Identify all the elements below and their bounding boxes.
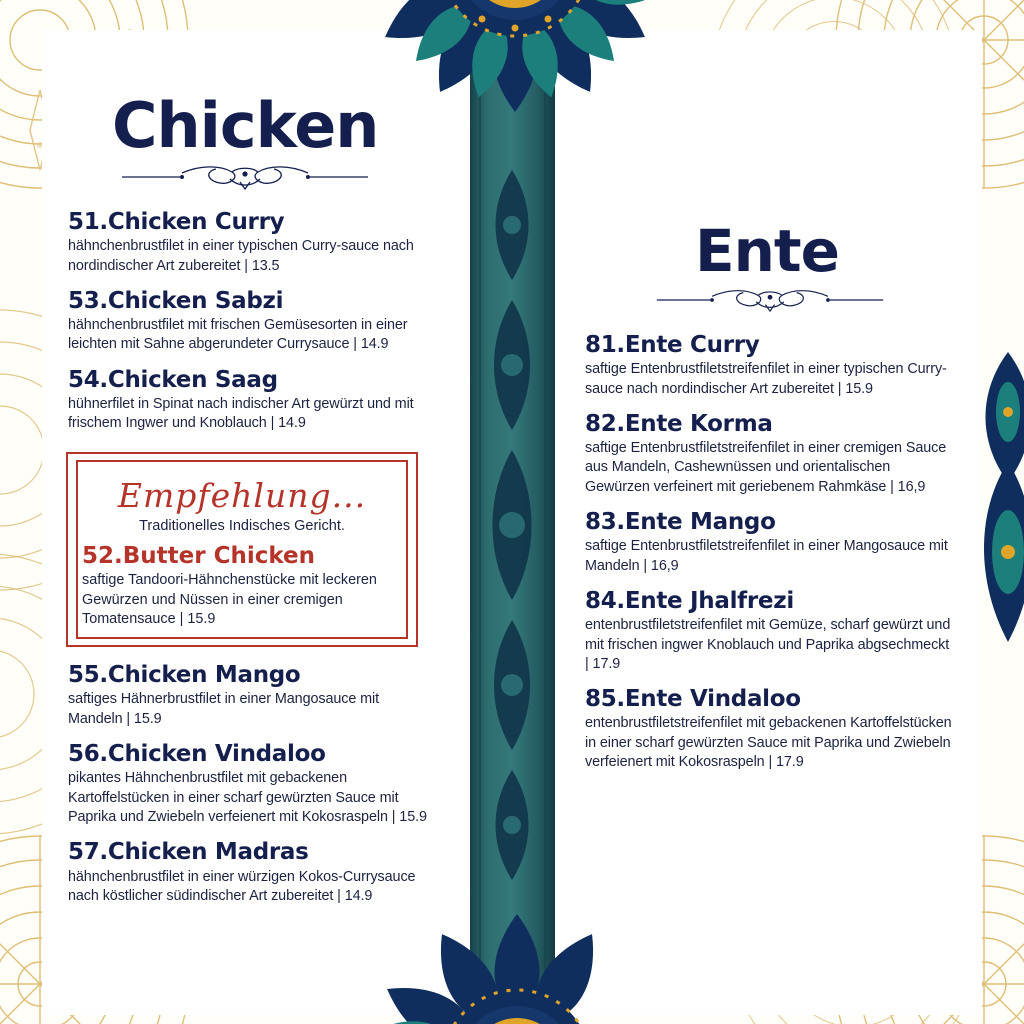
side-ornament-right [978, 352, 1024, 672]
menu-item-name: Ente Mango [624, 509, 776, 536]
menu-item-description: entenbrustfiletstreifenfilet mit Gemüze, scharf gewürzt und mit frischen ingwer Knoblauch und Paprika abgsechmeckt | 17.9 [585, 617, 951, 672]
recommendation-script-label: Empfehlung... [117, 475, 367, 515]
menu-item-number: 83. [585, 509, 625, 536]
page-title-ente: Ente [695, 217, 839, 285]
menu-item-title [68, 289, 428, 314]
menu-item [585, 589, 955, 674]
menu-item-number: 51. [68, 209, 108, 235]
menu-item-name: Chicken Madras [107, 839, 309, 866]
menu-item-title [585, 412, 955, 437]
menu-item [585, 333, 955, 399]
frame-line [76, 637, 408, 639]
frame-line [76, 460, 408, 462]
menu-item [585, 510, 955, 576]
recommended-item-description: saftige Tandoori-Hähnchenstücke mit leckeren Gewürzen und Nüssen in einer cremigen Tomatensauce | 15.9 [82, 572, 377, 627]
menu-item-name: Ente Jhalfrezi [624, 587, 794, 614]
frame-line [66, 645, 418, 647]
menu-item [585, 412, 955, 497]
chicken-column [68, 89, 428, 919]
menu-item-description: saftiges Hähnerbrustfilet in einer Mangosauce mit Mandeln | 15.9 [68, 691, 380, 727]
ornamental-divider-left [120, 163, 370, 191]
menu-item-number: 56. [68, 741, 108, 768]
menu-item-name: Chicken Vindaloo [107, 741, 326, 768]
menu-item-description: hähnchenbrustfilet in einer würzigen Kokos-Currysauce nach köstlicher südindischer Art zubereitet | 14.9 [68, 868, 416, 904]
menu-item [68, 840, 428, 906]
menu-item-title [585, 510, 955, 535]
menu-item [68, 663, 428, 729]
menu-item-description: hähnchenbrustfilet mit frischen Gemüsesorten in einer leichten mit Sahne abgerundeter Currysauce | 14.9 [68, 317, 408, 353]
ornamental-divider-right [655, 286, 885, 314]
menu-item-number: 53. [68, 287, 108, 314]
menu-item-description: saftige Entenbrustfiletstreifenfilet in einer typischen Curry- sauce nach nordindischer Art zubereitet | 15.9 [585, 361, 947, 397]
ente-column [585, 217, 955, 785]
menu-item-description: pikantes Hähnchenbrustfilet mit gebackenen Kartoffelstücken in einer scharf gewürzten Sauce mit Paprika und Zwiebeln verfeienert mit Kokosraspeln | 15.9 [68, 770, 427, 825]
menu-item-title [68, 742, 428, 767]
menu-item-name: Ente Korma [624, 410, 773, 437]
menu-item-title [68, 840, 428, 865]
menu-item-number: 55. [68, 662, 108, 689]
menu-item-title [585, 687, 955, 712]
recommendation-subtitle: Traditionelles Indisches Gericht. [139, 517, 345, 534]
menu-item-number: 84. [585, 587, 625, 614]
menu-item [68, 742, 428, 827]
menu-item-title [68, 210, 428, 235]
menu-item-description: entenbrustfiletstreifenfilet mit gebackenen Kartoffelstücken in einer scharf gewürzten Sauce mit Paprika und Zwiebeln verfeienert mit Kokosraspeln | 17.9 [585, 715, 952, 771]
frame-line [416, 452, 418, 647]
menu-item-name: Chicken Sabzi [107, 287, 284, 314]
menu-item-name: Chicken Saag [107, 366, 278, 393]
menu-item-name: Chicken Mango [107, 662, 301, 689]
frame-line [66, 452, 418, 454]
menu-item-number: 54. [68, 366, 108, 393]
recommendation-box [66, 452, 418, 647]
menu-item-title [68, 368, 428, 393]
frame-line [66, 452, 68, 647]
menu-item-title [585, 333, 955, 358]
menu-item-number: 82. [585, 410, 625, 437]
menu-item-title [68, 663, 428, 688]
menu-item-number: 81. [585, 332, 625, 358]
menu-item-name: Ente Vindaloo [624, 686, 801, 713]
menu-item-number: 57. [68, 839, 108, 866]
menu-item [68, 210, 428, 276]
menu-item [68, 368, 428, 434]
menu-item-name: Ente Curry [624, 332, 760, 358]
menu-item-title [585, 589, 955, 614]
menu-item [68, 289, 428, 355]
menu-item-name: Chicken Curry [107, 209, 285, 235]
menu-item-number: 85. [585, 686, 625, 713]
menu-item-description: hähnchenbrustfilet in einer typischen Curry-sauce nach nordindischer Art zubereitet | 13.5 [68, 238, 414, 274]
menu-item-description: hühnerfilet in Spinat nach indischer Art gewürzt und mit frischem Ingwer und Knoblauch | 14.9 [68, 396, 414, 432]
frame-line [76, 460, 78, 639]
recommended-item-title [82, 544, 402, 569]
frame-line [406, 460, 408, 639]
menu-item-description: saftige Entenbrustfiletstreifenfilet in einer cremigen Sauce aus Mandeln, Cashewnüssen und orientalischen Gewürzen verfeinert mit geriebenem Rahmkäse | 16,9 [585, 440, 947, 495]
menu-item-description: saftige Entenbrustfiletstreifenfilet in einer Mangosauce mit Mandeln | 16,9 [585, 538, 948, 574]
page-title-chicken: Chicken [112, 89, 379, 162]
recommended-item-number: 52. [82, 542, 123, 569]
recommended-item-name: Butter Chicken [122, 542, 316, 569]
menu-item [585, 687, 955, 772]
